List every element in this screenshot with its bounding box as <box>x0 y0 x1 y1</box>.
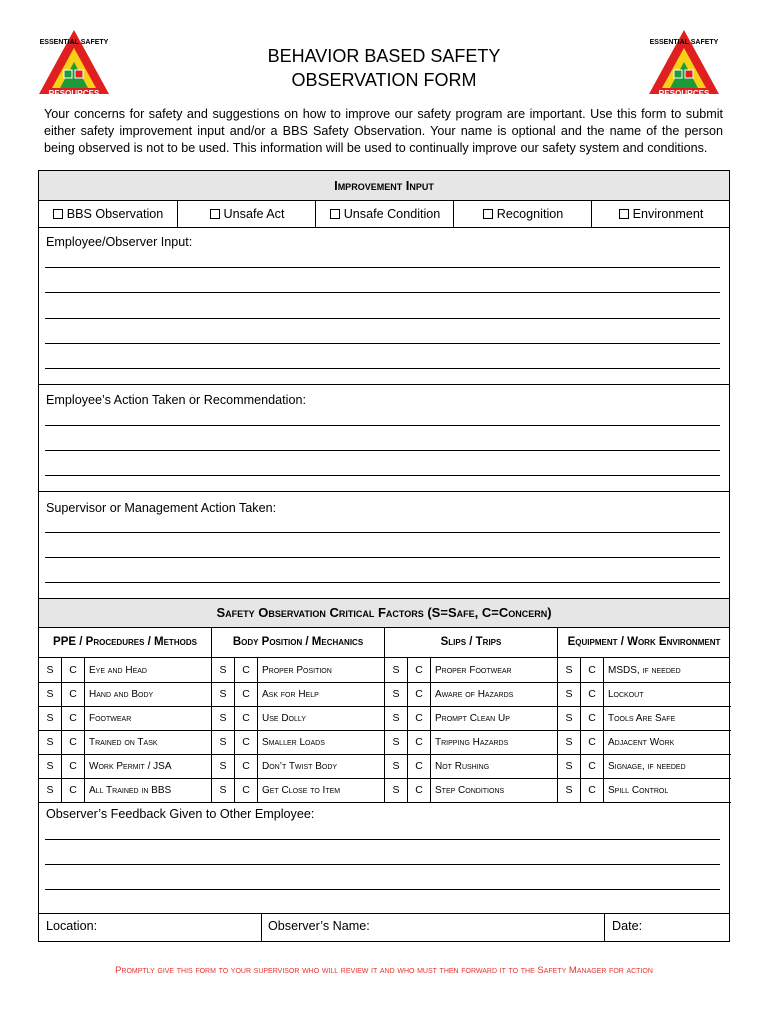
checkbox-box[interactable] <box>330 209 340 219</box>
intro-paragraph: Your concerns for safety and suggestions on how to improve our safety program are important. Use this form to submit either safety improvement input and/or a BBS Safety Observation. Your name is optional and the name of the person being observed is not to be used. This information will be used to continually improve our safety system and conditions. <box>44 107 723 155</box>
safe-checkbox[interactable]: S <box>392 784 400 796</box>
factor-slips-trips-item: Prompt Clean Up <box>430 706 557 730</box>
factor-ppe-item: Footwear <box>84 706 211 730</box>
write-line[interactable] <box>45 839 720 840</box>
factor-slips-trips-item: Step Conditions <box>430 778 557 802</box>
safe-checkbox[interactable]: S <box>219 688 227 700</box>
concern-checkbox[interactable]: C <box>580 778 603 802</box>
factor-ppe-item: All Trained in BBS <box>84 778 211 802</box>
checkbox-box[interactable] <box>483 209 493 219</box>
safe-checkbox[interactable]: S <box>46 760 54 772</box>
safe-checkbox[interactable]: S <box>219 664 227 676</box>
factor-ppe-item: Hand and Body <box>84 682 211 706</box>
factor-slips-trips-item: Not Rushing <box>430 754 557 778</box>
safe-checkbox[interactable]: S <box>565 736 573 748</box>
safe-checkbox[interactable]: S <box>219 712 227 724</box>
checkbox-label: BBS Observation <box>66 207 164 221</box>
form-title-line2: OBSERVATION FORM <box>291 70 477 90</box>
concern-checkbox[interactable]: C <box>61 658 84 682</box>
checkbox-label: Unsafe Condition <box>343 207 441 221</box>
concern-checkbox[interactable]: C <box>61 706 84 730</box>
checkbox-label: Recognition <box>496 207 564 221</box>
concern-checkbox[interactable]: C <box>234 730 257 754</box>
checkbox-unsafe-act[interactable] <box>178 201 316 227</box>
write-line[interactable] <box>45 368 720 369</box>
critical-factors-heading: Safety Observation Critical Factors (S=Safe, C=Concern) <box>39 599 729 628</box>
factor-body-position-item: Use Dolly <box>257 706 384 730</box>
concern-checkbox[interactable]: C <box>407 706 430 730</box>
factor-slips-trips-item: Proper Footwear <box>430 658 557 682</box>
safe-checkbox[interactable]: S <box>565 664 573 676</box>
concern-checkbox[interactable]: C <box>407 778 430 802</box>
factor-slips-trips-item: Tripping Hazards <box>430 730 557 754</box>
column-header-ppe: PPE / Procedures / Methods <box>53 636 197 648</box>
concern-checkbox[interactable]: C <box>61 682 84 706</box>
write-line[interactable] <box>45 475 720 476</box>
safe-checkbox[interactable]: S <box>392 736 400 748</box>
supervisor-action-label: Supervisor or Management Action Taken: <box>46 501 277 515</box>
checkbox-label: Environment <box>632 207 704 221</box>
factor-ppe-item: Eye and Head <box>84 658 211 682</box>
form-title-line1: BEHAVIOR BASED SAFETY <box>267 46 501 66</box>
concern-checkbox[interactable]: C <box>580 730 603 754</box>
logo-bottom-text: RESOURCES <box>658 89 710 98</box>
location-field[interactable]: Location: <box>46 919 98 933</box>
safe-checkbox[interactable]: S <box>565 688 573 700</box>
write-line[interactable] <box>45 864 720 865</box>
column-header-body-position: Body Position / Mechanics <box>232 636 364 648</box>
concern-checkbox[interactable]: C <box>234 778 257 802</box>
checkbox-box[interactable] <box>210 209 220 219</box>
write-line[interactable] <box>45 889 720 890</box>
factor-equipment-item: Adjacent Work <box>603 730 730 754</box>
factor-equipment-item: Signage, if needed <box>603 754 730 778</box>
safe-checkbox[interactable]: S <box>46 712 54 724</box>
footer-instruction: Promptly give this form to your supervisor who will review it and who must then forward it to the Safety Manager for action <box>115 965 653 976</box>
safe-checkbox[interactable]: S <box>46 688 54 700</box>
logo-top-text: ESSENTIAL SAFETY <box>39 39 109 46</box>
factor-body-position-item: Ask for Help <box>257 682 384 706</box>
factor-equipment-item: Tools Are Safe <box>603 706 730 730</box>
safe-checkbox[interactable]: S <box>46 736 54 748</box>
concern-checkbox[interactable]: C <box>407 658 430 682</box>
factor-equipment-item: Lockout <box>603 682 730 706</box>
concern-checkbox[interactable]: C <box>580 658 603 682</box>
safe-checkbox[interactable]: S <box>392 664 400 676</box>
checkbox-unsafe-condition[interactable] <box>316 201 454 227</box>
concern-checkbox[interactable]: C <box>61 778 84 802</box>
factor-body-position-item: Proper Position <box>257 658 384 682</box>
safe-checkbox[interactable]: S <box>392 712 400 724</box>
safe-checkbox[interactable]: S <box>219 760 227 772</box>
improvement-input-heading: Improvement Input <box>39 171 729 201</box>
checkbox-label: Unsafe Act <box>223 207 285 221</box>
factor-body-position-item: Smaller Loads <box>257 730 384 754</box>
logo-top-text: ESSENTIAL SAFETY <box>649 39 719 46</box>
write-line[interactable] <box>45 450 720 451</box>
concern-checkbox[interactable]: C <box>234 658 257 682</box>
essential-safety-logo <box>36 26 112 98</box>
concern-checkbox[interactable]: C <box>407 730 430 754</box>
write-line[interactable] <box>45 318 720 319</box>
write-line[interactable] <box>45 425 720 426</box>
concern-checkbox[interactable]: C <box>234 682 257 706</box>
factor-ppe-item: Work Permit / JSA <box>84 754 211 778</box>
factor-ppe-item: Trained on Task <box>84 730 211 754</box>
employee-action-label: Employee’s Action Taken or Recommendation: <box>46 393 306 407</box>
write-line[interactable] <box>45 343 720 344</box>
factor-equipment-item: MSDS, if needed <box>603 658 730 682</box>
date-field[interactable]: Date: <box>612 919 643 933</box>
essential-safety-logo <box>646 26 722 98</box>
concern-checkbox[interactable]: C <box>407 754 430 778</box>
write-line[interactable] <box>45 582 720 583</box>
safe-checkbox[interactable]: S <box>392 688 400 700</box>
safe-checkbox[interactable]: S <box>565 760 573 772</box>
checkbox-box[interactable] <box>619 209 629 219</box>
write-line[interactable] <box>45 532 720 533</box>
concern-checkbox[interactable]: C <box>580 754 603 778</box>
feedback-label: Observer’s Feedback Given to Other Employee: <box>46 807 315 821</box>
concern-checkbox[interactable]: C <box>61 754 84 778</box>
column-header-slips-trips: Slips / Trips <box>440 636 502 648</box>
concern-checkbox[interactable]: C <box>61 730 84 754</box>
concern-checkbox[interactable]: C <box>580 706 603 730</box>
factor-equipment-item: Spill Control <box>603 778 730 802</box>
checkbox-recognition[interactable] <box>454 201 592 227</box>
column-header-equipment: Equipment / Work Environment <box>567 636 721 648</box>
write-line[interactable] <box>45 267 720 268</box>
safe-checkbox[interactable]: S <box>46 664 54 676</box>
concern-checkbox[interactable]: C <box>234 754 257 778</box>
logo-bottom-text: RESOURCES <box>48 89 100 98</box>
checkbox-bbs-observation[interactable] <box>39 201 177 227</box>
form-title <box>170 44 598 92</box>
concern-checkbox[interactable]: C <box>234 706 257 730</box>
observer-name-field[interactable]: Observer’s Name: <box>268 919 370 933</box>
factor-body-position-item: Don’t Twist Body <box>257 754 384 778</box>
employee-input-label: Employee/Observer Input: <box>46 235 193 249</box>
write-line[interactable] <box>45 292 720 293</box>
observation-form <box>38 170 730 942</box>
safe-checkbox[interactable]: S <box>219 736 227 748</box>
concern-checkbox[interactable]: C <box>580 682 603 706</box>
safe-checkbox[interactable]: S <box>392 760 400 772</box>
factor-body-position-item: Get Close to Item <box>257 778 384 802</box>
safe-checkbox[interactable]: S <box>565 784 573 796</box>
safe-checkbox[interactable]: S <box>219 784 227 796</box>
concern-checkbox[interactable]: C <box>407 682 430 706</box>
safe-checkbox[interactable]: S <box>46 784 54 796</box>
checkbox-environment[interactable] <box>592 201 730 227</box>
factor-slips-trips-item: Aware of Hazards <box>430 682 557 706</box>
safe-checkbox[interactable]: S <box>565 712 573 724</box>
write-line[interactable] <box>45 557 720 558</box>
checkbox-box[interactable] <box>53 209 63 219</box>
